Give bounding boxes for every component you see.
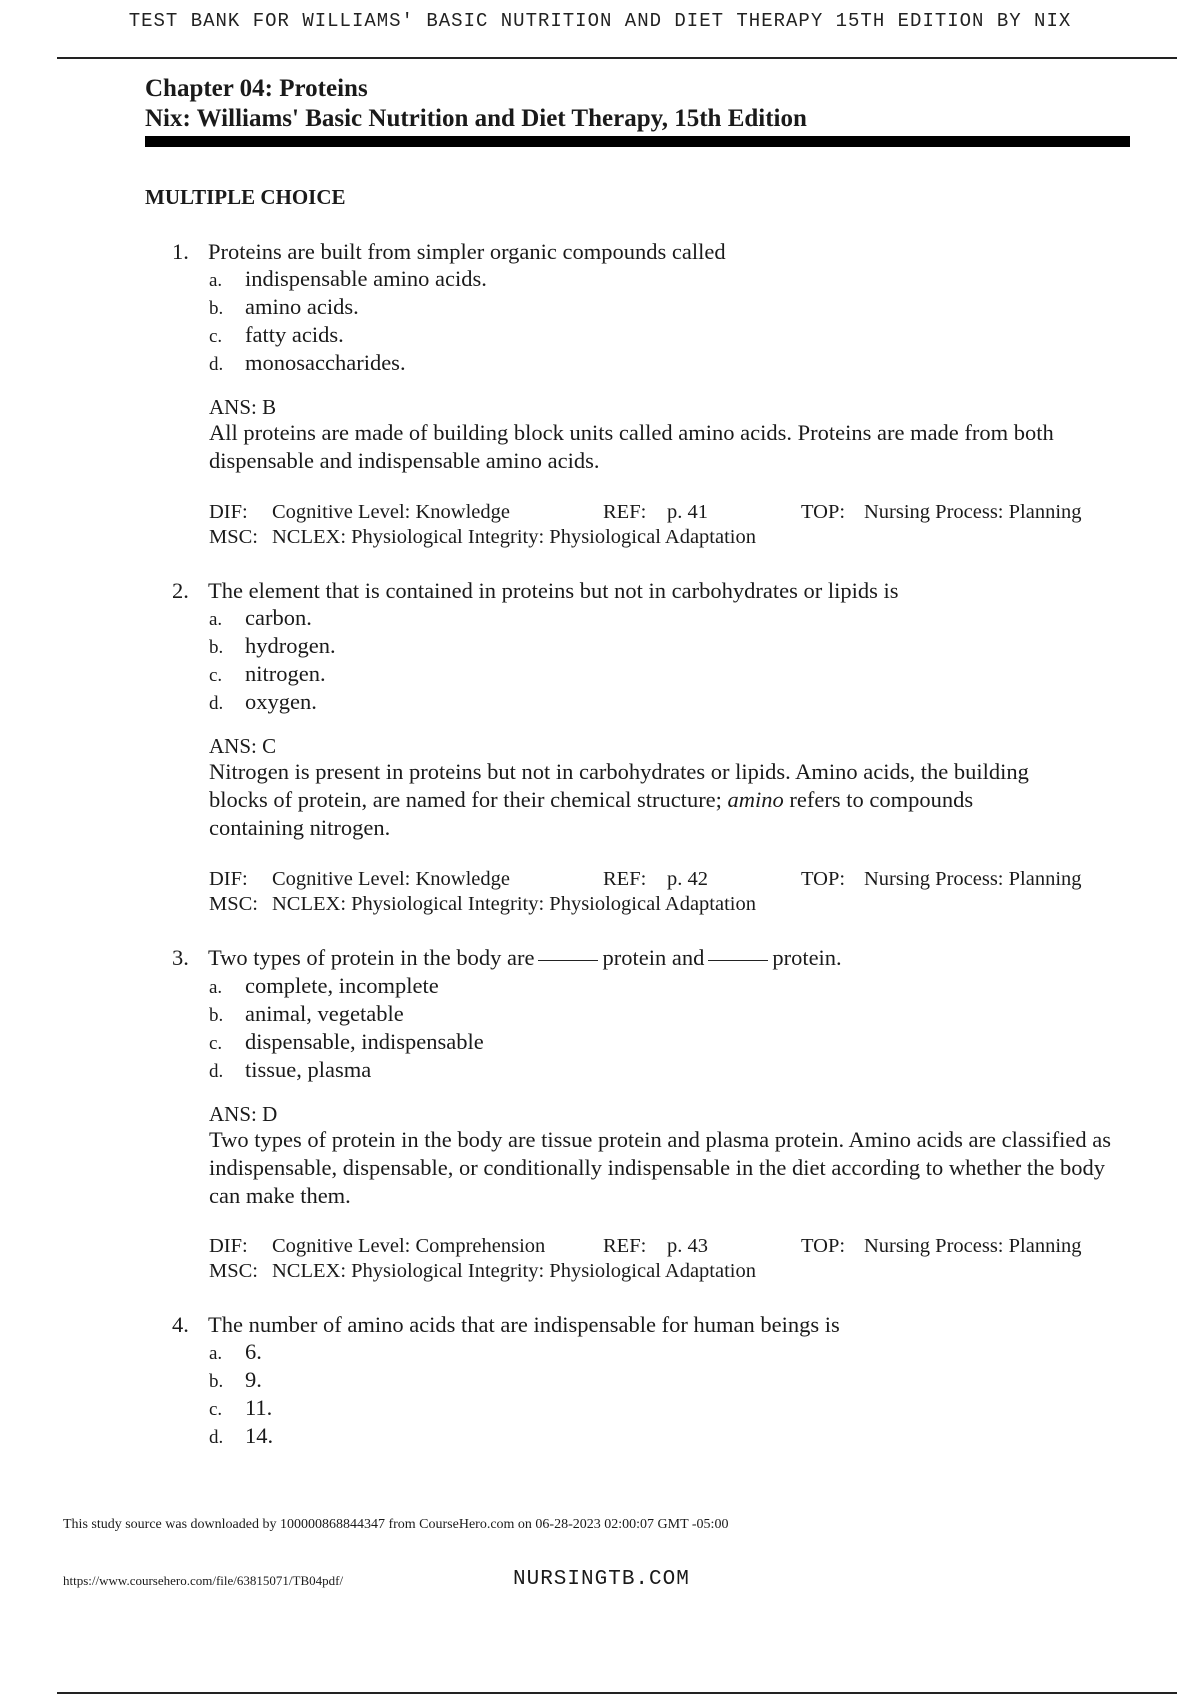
brand-watermark: NURSINGTB.COM	[513, 1568, 690, 1591]
choice-d: d. 14.	[209, 1423, 274, 1448]
footer-rule	[57, 1692, 1177, 1694]
answer-key: ANS: B	[209, 395, 277, 419]
choice-c: c. fatty acids.	[209, 322, 344, 347]
header-rule	[57, 57, 1177, 59]
choice-b: b. animal, vegetable	[209, 1001, 404, 1026]
chapter-title: Chapter 04: Proteins	[145, 75, 368, 102]
rationale: Nitrogen is present in proteins but not in carbohydrates or lipids. Amino acids, the building blocks of protein, are named for their chemical structure; amino refers to compounds containing nitrogen.	[209, 759, 1029, 840]
choice-d: d. monosaccharides.	[209, 350, 406, 375]
book-title: Nix: Williams' Basic Nutrition and Diet Therapy, 15th Edition	[145, 105, 807, 132]
question-stem: 4. The number of amino acids that are indispensable for human beings is	[172, 1312, 840, 1337]
choice-d: d. oxygen.	[209, 689, 317, 714]
rationale: All proteins are made of building block units called amino acids. Proteins are made from both dispensable and indispensable amino acids.	[209, 420, 1054, 473]
choice-b: b. amino acids.	[209, 294, 359, 319]
question-stem: 2. The element that is contained in proteins but not in carbohydrates or lipids is	[172, 578, 899, 603]
choice-d: d. tissue, plasma	[209, 1057, 372, 1082]
question-stem: 3. Two types of protein in the body are protein and protein.	[172, 945, 842, 970]
source-url[interactable]: https://www.coursehero.com/file/63815071/TB04pdf/	[63, 1573, 344, 1588]
question-text: Proteins are built from simpler organic compounds called	[208, 239, 726, 264]
chapter-heading	[145, 74, 1130, 147]
choice-a: a. complete, incomplete	[209, 973, 439, 998]
choice-c: c. 11.	[209, 1395, 273, 1420]
choice-c: c. nitrogen.	[209, 661, 326, 686]
choice-b: b. 9.	[209, 1367, 262, 1392]
blank	[708, 960, 768, 961]
blank	[538, 960, 598, 961]
question-number: 1.	[172, 239, 189, 264]
choice-c: c. dispensable, indispensable	[209, 1029, 484, 1054]
section-heading: MULTIPLE CHOICE	[145, 185, 346, 209]
download-note: This study source was downloaded by 100000868844347 from CourseHero.com on 06-28-2023 02:00:07 GMT -05:00	[63, 1517, 729, 1532]
question-stem	[172, 239, 726, 265]
choice-a: a. indispensable amino acids.	[209, 266, 487, 291]
choice-b: b. hydrogen.	[209, 633, 336, 658]
answer-key: ANS: C	[209, 734, 277, 758]
rationale: Two types of protein in the body are tissue protein and plasma protein. Amino acids are classified as indispensable, dispensable, or conditionally indispensable in the diet according to whether the body can make them.	[209, 1127, 1111, 1208]
running-header: TEST BANK FOR WILLIAMS' BASIC NUTRITION AND DIET THERAPY 15TH EDITION BY NIX	[128, 10, 1072, 32]
answer-key: ANS: D	[209, 1102, 278, 1126]
choice-a: a. 6.	[209, 1339, 262, 1364]
choice-a: a. carbon.	[209, 605, 312, 630]
title-rule	[145, 136, 1130, 147]
